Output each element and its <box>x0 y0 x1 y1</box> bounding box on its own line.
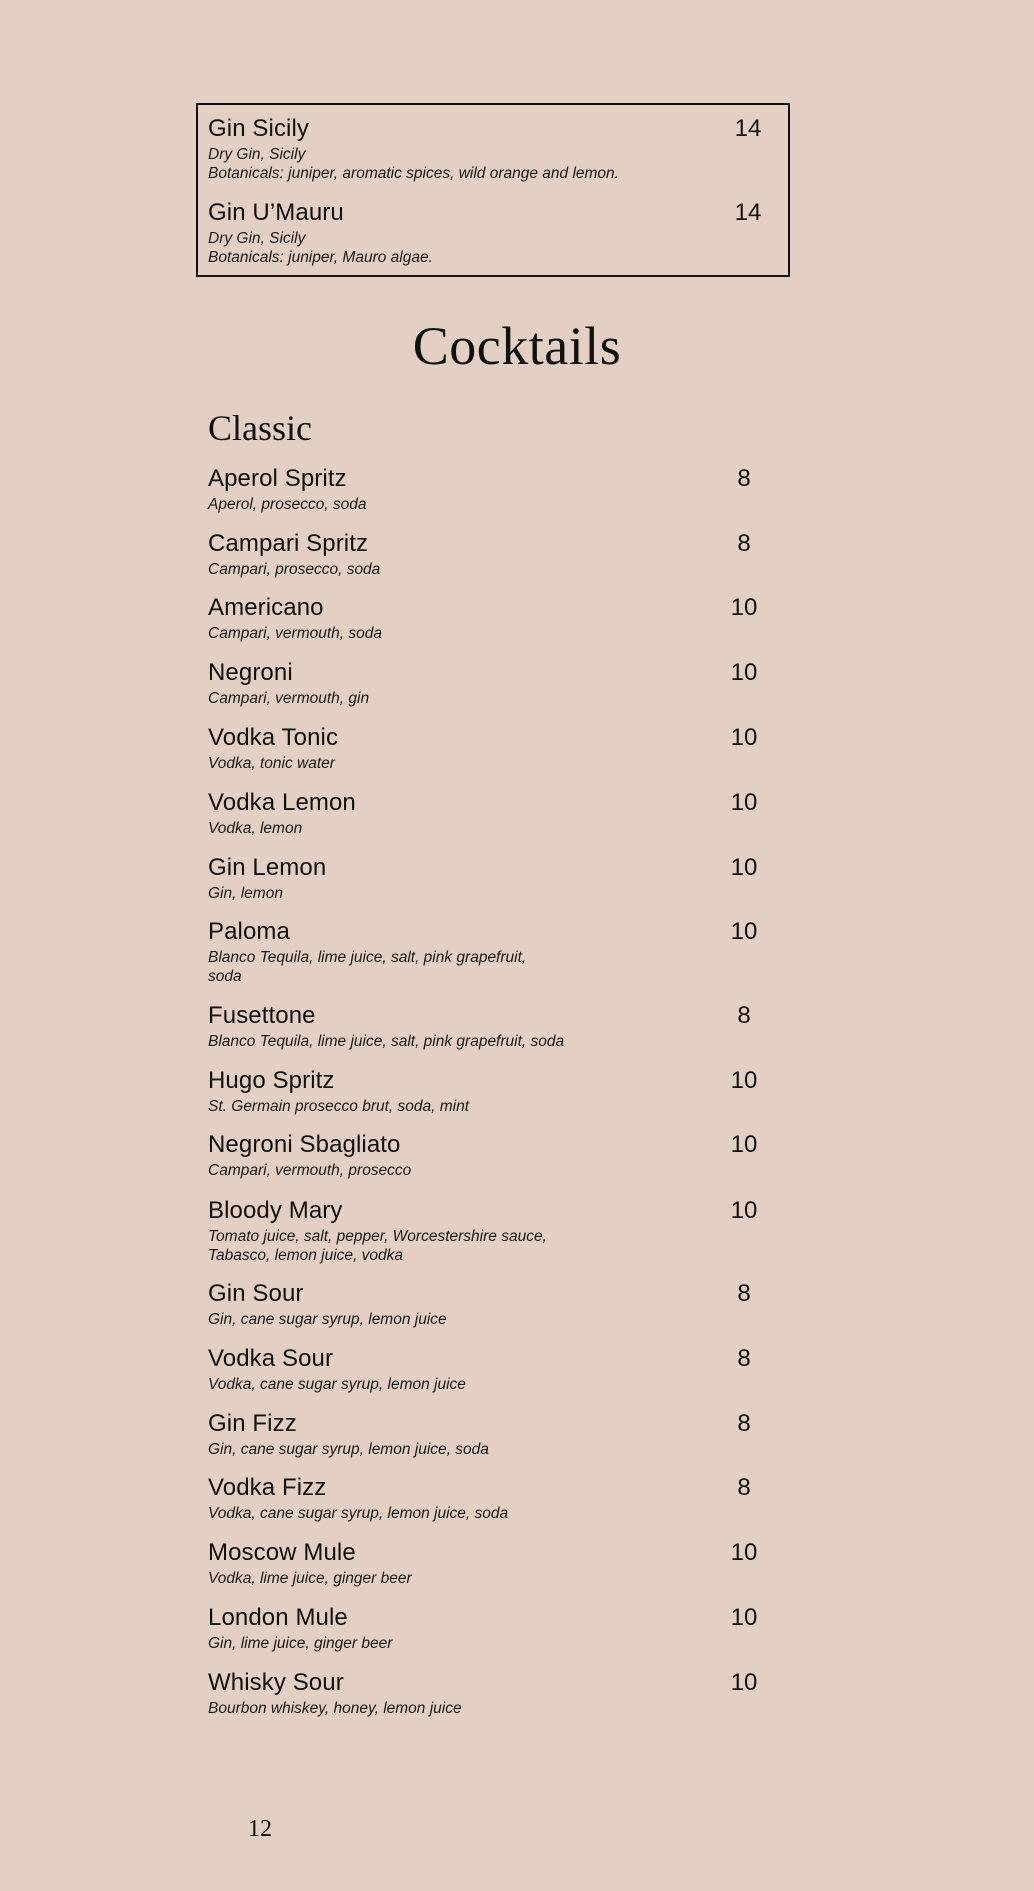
item-name: Gin Sour <box>208 1280 304 1307</box>
description-line: Tabasco, lemon juice, vodka <box>208 1247 404 1264</box>
item-description <box>208 229 778 267</box>
description-line: Campari, vermouth, gin <box>208 690 370 707</box>
menu-item <box>208 854 774 903</box>
description-line: St. Germain prosecco brut, soda, mint <box>208 1098 470 1115</box>
description-line: Bourbon whiskey, honey, lemon juice <box>208 1700 462 1717</box>
menu-item <box>208 724 774 773</box>
item-description <box>208 1097 774 1116</box>
item-price: 8 <box>737 1474 751 1501</box>
menu-item <box>208 530 774 579</box>
menu-item <box>208 465 774 514</box>
item-description <box>208 1310 774 1329</box>
section-title: Cocktails <box>412 316 622 376</box>
description-line: Gin, lemon <box>208 885 283 902</box>
item-name: Moscow Mule <box>208 1539 356 1566</box>
item-price: 8 <box>737 530 751 557</box>
item-description <box>208 754 774 773</box>
menu-item <box>208 1410 774 1459</box>
item-price: 8 <box>737 465 751 492</box>
item-description <box>208 819 774 838</box>
item-price: 10 <box>730 1067 758 1094</box>
item-price: 10 <box>730 1539 758 1566</box>
item-price: 14 <box>734 115 762 142</box>
item-name: Whisky Sour <box>208 1669 344 1696</box>
menu-item <box>208 1280 774 1329</box>
item-name: Aperol Spritz <box>208 465 347 492</box>
menu-item <box>208 594 774 643</box>
item-price: 10 <box>730 1604 758 1631</box>
description-line: Campari, vermouth, soda <box>208 625 383 642</box>
item-description <box>208 1504 774 1523</box>
description-line: Dry Gin, Sicily <box>208 230 306 247</box>
item-name: Gin U’Mauru <box>208 199 344 226</box>
description-line: Vodka, tonic water <box>208 755 335 772</box>
item-description <box>208 1032 774 1051</box>
item-name: Campari Spritz <box>208 530 369 557</box>
item-name: Americano <box>208 594 324 621</box>
menu-item <box>208 115 778 183</box>
item-price: 10 <box>730 1131 758 1158</box>
description-line: Gin, cane sugar syrup, lemon juice, soda <box>208 1441 489 1458</box>
menu-item <box>208 1539 774 1588</box>
item-name: Negroni <box>208 659 293 686</box>
item-name: Fusettone <box>208 1002 316 1029</box>
menu-item <box>208 1197 774 1265</box>
item-name: Vodka Tonic <box>208 724 339 751</box>
menu-item <box>208 1345 774 1394</box>
page-number: 12 <box>248 1816 272 1842</box>
description-line: Blanco Tequila, lime juice, salt, pink grapefruit, <box>208 949 527 966</box>
description-line: Botanicals: juniper, Mauro algae. <box>208 249 433 266</box>
item-price: 10 <box>730 724 758 751</box>
item-name: Vodka Sour <box>208 1345 334 1372</box>
menu-item <box>208 199 778 267</box>
menu-item <box>208 659 774 708</box>
description-line: Tomato juice, salt, pepper, Worcestershire sauce, <box>208 1228 547 1245</box>
item-name: Hugo Spritz <box>208 1067 335 1094</box>
item-price: 10 <box>730 659 758 686</box>
description-line: Vodka, cane sugar syrup, lemon juice <box>208 1376 466 1393</box>
item-name: Gin Sicily <box>208 115 310 142</box>
item-name: Paloma <box>208 918 290 945</box>
menu-item <box>208 918 774 986</box>
item-price: 10 <box>730 1197 758 1224</box>
menu-item <box>208 1474 774 1523</box>
menu-item <box>208 789 774 838</box>
description-line: Vodka, lemon <box>208 820 303 837</box>
item-name: Vodka Fizz <box>208 1474 327 1501</box>
item-name: Gin Fizz <box>208 1410 297 1437</box>
item-description <box>208 1161 774 1180</box>
item-description <box>208 1699 774 1718</box>
menu-item <box>208 1067 774 1116</box>
item-description <box>208 560 774 579</box>
item-description <box>208 1375 774 1394</box>
item-price: 8 <box>737 1280 751 1307</box>
description-line: Botanicals: juniper, aromatic spices, wild orange and lemon. <box>208 165 619 182</box>
item-name: Bloody Mary <box>208 1197 343 1224</box>
description-line: Gin, lime juice, ginger beer <box>208 1635 393 1652</box>
item-description <box>208 145 778 183</box>
item-description <box>208 1569 774 1588</box>
item-name: London Mule <box>208 1604 348 1631</box>
subsection-title: Classic <box>208 408 312 448</box>
gin-box <box>196 103 790 277</box>
item-price: 10 <box>730 1669 758 1696</box>
description-line: Gin, cane sugar syrup, lemon juice <box>208 1311 447 1328</box>
description-line: Aperol, prosecco, soda <box>208 496 367 513</box>
item-name: Negroni Sbagliato <box>208 1131 401 1158</box>
item-description <box>208 1227 774 1265</box>
item-name: Gin Lemon <box>208 854 327 881</box>
item-description <box>208 495 774 514</box>
description-line: Dry Gin, Sicily <box>208 146 306 163</box>
item-price: 8 <box>737 1345 751 1372</box>
item-name: Vodka Lemon <box>208 789 356 816</box>
item-description <box>208 1634 774 1653</box>
menu-item <box>208 1002 774 1051</box>
item-description <box>208 689 774 708</box>
item-price: 14 <box>734 199 762 226</box>
description-line: Blanco Tequila, lime juice, salt, pink grapefruit, soda <box>208 1033 565 1050</box>
item-description <box>208 1440 774 1459</box>
description-line: soda <box>208 968 242 985</box>
item-description <box>208 624 774 643</box>
menu-item <box>208 1669 774 1718</box>
menu-item <box>208 1131 774 1180</box>
item-description <box>208 948 774 986</box>
item-price: 8 <box>737 1002 751 1029</box>
item-price: 10 <box>730 594 758 621</box>
item-price: 10 <box>730 854 758 881</box>
item-price: 10 <box>730 918 758 945</box>
menu-item <box>208 1604 774 1653</box>
description-line: Vodka, cane sugar syrup, lemon juice, soda <box>208 1505 509 1522</box>
description-line: Campari, vermouth, prosecco <box>208 1162 412 1179</box>
item-description <box>208 884 774 903</box>
description-line: Campari, prosecco, soda <box>208 561 381 578</box>
description-line: Vodka, lime juice, ginger beer <box>208 1570 412 1587</box>
item-price: 8 <box>737 1410 751 1437</box>
item-price: 10 <box>730 789 758 816</box>
